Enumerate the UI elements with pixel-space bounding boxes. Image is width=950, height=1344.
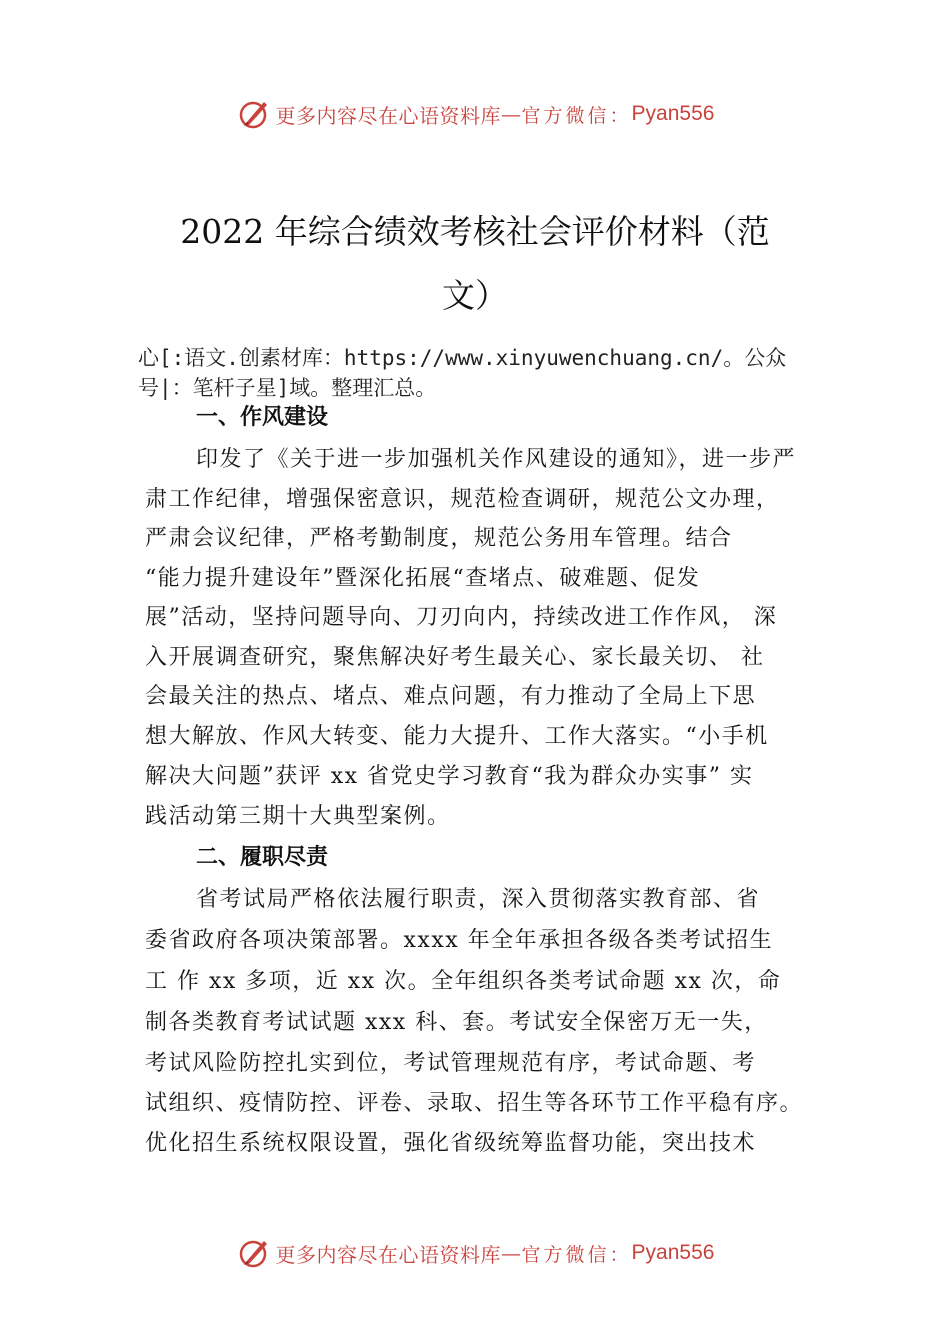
source-line: 心[:语文.创素材库：https://www.xinyuwenchuang.cn/。公众 <box>138 346 787 370</box>
brush-pen-logo-icon <box>236 1235 272 1271</box>
paragraph-line: 践活动第三期十大典型案例。 <box>145 804 451 829</box>
document-title-line-2: 文） <box>442 276 508 315</box>
brush-pen-logo-icon <box>236 96 272 132</box>
paragraph-line: 展”活动，坚持问题导向、刀刃向内，持续改进工作作风， 深 <box>145 605 778 630</box>
banner-label: 官方微信： <box>521 1243 632 1266</box>
paragraph-line: 入开展调查研究，聚焦解决好考生最关心、家长最关切、 社 <box>145 645 765 670</box>
paragraph-line: “能力提升建设年”暨深化拓展“查堵点、破难题、促发 <box>145 566 701 591</box>
section-heading: 二、履职尽责 <box>196 845 329 870</box>
paragraph-line: 肃工作纪律，增强保密意识，规范检查调研，规范公文办理， <box>145 487 780 512</box>
paragraph-line: 严肃会议纪律，严格考勤制度，规范公务用车管理。结合 <box>145 526 733 551</box>
paragraph-line: 省考试局严格依法履行职责，深入贯彻落实教育部、省 <box>196 887 761 912</box>
banner-wechat-id: Pyan556 <box>631 102 715 125</box>
paragraph-line: 委省政府各项决策部署。xxxx 年全年承担各级各类考试招生 <box>145 928 774 953</box>
paragraph-line: 试组织、疫情防控、评卷、录取、招生等各环节工作平稳有序。 <box>145 1091 804 1116</box>
footer-banner <box>0 1233 950 1273</box>
banner-text: 更多内容尽在心语资料库 <box>275 103 502 128</box>
banner-separator: — <box>501 102 522 126</box>
section-heading: 一、作风建设 <box>196 405 329 430</box>
document-title-line-1: 2022 年综合绩效考核社会评价材料（范 <box>180 212 770 251</box>
paragraph-line: 解决大问题”获评 xx 省党史学习教育“我为群众办实事” 实 <box>145 764 754 789</box>
banner-label: 官方微信： <box>521 104 632 127</box>
header-banner <box>0 94 950 134</box>
paragraph-line: 工 作 xx 多项，近 xx 次。全年组织各类考试命题 xx 次，命 <box>145 969 782 994</box>
paragraph-line: 考试风险防控扎实到位，考试管理规范有序，考试命题、考 <box>145 1051 757 1076</box>
banner-text: 更多内容尽在心语资料库 <box>275 1242 502 1267</box>
paragraph-line: 优化招生系统权限设置，强化省级统筹监督功能，突出技术 <box>145 1131 757 1156</box>
paragraph-line: 想大解放、作风大转变、能力大提升、工作大落实。“小手机 <box>145 724 769 749</box>
banner-separator: — <box>501 1241 522 1265</box>
paragraph-line: 印发了《关于进一步加强机关作风建设的通知》，进一步严 <box>196 447 797 472</box>
source-line: 号|：笔杆子星]域。整理汇总。 <box>138 376 437 400</box>
paragraph-line: 制各类教育考试试题 xxx 科、套。考试安全保密万无一失， <box>145 1010 768 1035</box>
paragraph-line: 会最关注的热点、堵点、难点问题，有力推动了全局上下思 <box>145 684 757 709</box>
banner-wechat-id: Pyan556 <box>631 1241 715 1264</box>
